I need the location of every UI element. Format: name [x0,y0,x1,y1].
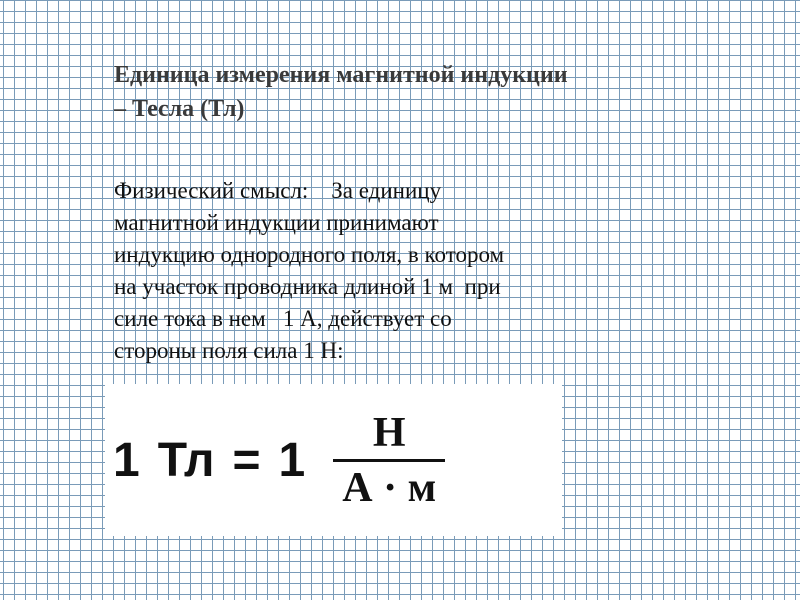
body-line: силе тока в нем 1 А, действует со [114,306,452,331]
formula-fraction [333,411,445,510]
body-line: Физический смысл: За единицу [114,178,442,203]
fraction-numerator: Н [372,409,406,456]
title-line-1: Единица измерения магнитной индукции [114,62,568,88]
body-line: на участок проводника длиной 1 м при [114,274,501,299]
title-line-2: – Тесла (Тл) [114,96,245,122]
body-line: индукцию однородного поля, в котором [114,242,505,267]
slide-title [114,58,654,126]
body-paragraph [114,175,584,367]
formula-equals: = [232,433,261,487]
fraction-bar [333,459,445,462]
formula-image [105,384,562,536]
body-line: магнитной индукции принимают [114,210,439,235]
formula-lhs-unit: Тл [157,433,215,487]
tesla-formula [113,384,445,536]
fraction-denominator: А · м [342,464,437,511]
formula-lhs-number: 1 [113,433,140,487]
formula-rhs-number: 1 [278,433,306,487]
body-line: стороны поля сила 1 Н: [114,338,344,363]
